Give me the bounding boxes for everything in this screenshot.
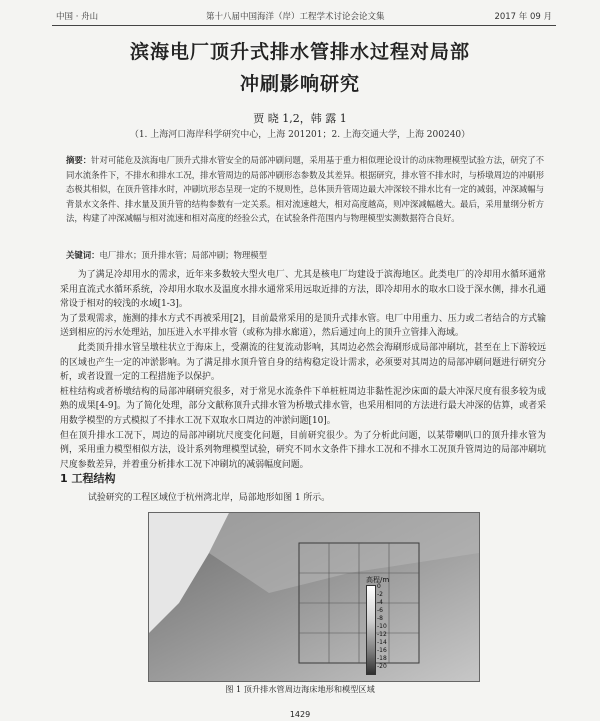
- legend-tick: -12: [377, 631, 387, 638]
- paragraph: 但在顶升排水工况下，周边的局部冲刷坑尺度变化问题，目前研究很少。为了分析此问题，以某带喇叭口的顶升排水管为例，采用重力模型相似方法，设计系列物理模型试验，研究不同水文条件下排水工况和不排水工况顶升管周边的局部冲刷坑尺度参数差异，并着重分析排水工况下冲刷坑的减弱幅度问题。: [60, 430, 546, 470]
- legend-tick: -16: [377, 647, 387, 654]
- abstract-text: 针对可能危及滨海电厂顶升式排水管安全的局部冲刷问题，采用基于重力相似理论设计的动床物理模型试验方法，研究了不同水流条件下，不排水和排水工况，排水管周边的局部冲刷形态参数及其差异。根据研究，排水管不排水时，与桥墩周边的冲刷形态极其相似，在顶升管排水时，冲刷坑形态呈现一定的不规则性，总体顶升管周边最大冲深较不排水比有一定的减弱，冲深减幅与背景水文条件、排水量及顶升管的结构参数有一定关系。相对流速越大，相对高度越高，则冲深减幅越大。最后，采用量纲分析方法，构建了冲深减幅与相对流速和相对高度的经验公式，在试验条件范围内与物理模型实测数据符合良好。: [66, 155, 545, 223]
- header-date: 2017 年 09 月: [494, 12, 552, 22]
- legend-tick: -2: [377, 591, 383, 598]
- keywords-text: 电厂排水；顶升排水管；局部冲刷；物理模型: [99, 250, 267, 260]
- terrain-map: [149, 513, 479, 681]
- elevation-legend: [366, 575, 410, 675]
- abstract-label: 摘要：: [66, 155, 92, 165]
- paragraph: 为了满足冷却用水的需求，近年来多数较大型火电厂、尤其是核电厂均建设于滨海地区。此类电厂的冷却用水循环通常采用直流式水循环系统，冷却用水取水及温度水排水通常采用远取近排的方法，即冷却用水的取水口设于深水侧，排水孔通常设于相对的较浅的水域[1-3]。: [60, 270, 546, 310]
- paragraph: 此类顶升排水管呈墩柱状立于海床上，受潮流的往复流动影响，其周边必然会海刷形成局部冲刷坑，甚至在上下游较远的区域也产生一定的冲淤影响。为了满足排水顶升管自身的结构稳定设计需求，必须要对其周边的局部冲刷问题进行研究分析，或者设置一定的工程措施予以保护。: [60, 342, 546, 383]
- paragraph: 桩柱结构或者桥墩结构的局部冲刷研究很多，对于常见水流条件下单桩桩周边非黏性泥沙床面的最大冲深尺度有很多较为成熟的成果[4-9]。为了简化处理，部分文献称顶升式排水管为桥墩式排水管，也采用相同的方法进行最大冲深的估算，或者采用数学模型的方式模拟了不排水工况下双取水口周边的冲淤问题[10]。: [60, 386, 546, 426]
- legend-tick: -6: [377, 607, 383, 614]
- legend-tick: 0: [377, 583, 381, 590]
- body-text: [60, 268, 546, 472]
- keywords-label: 关键词：: [66, 250, 100, 260]
- legend-tick: -4: [377, 599, 383, 606]
- keywords: [66, 249, 544, 261]
- running-header: [56, 10, 552, 24]
- paper-title: [0, 36, 600, 100]
- legend-color-bar: [366, 585, 376, 675]
- section-text: 试验研究的工程区域位于杭州湾北岸，局部地形如图 1 所示。: [88, 493, 331, 503]
- legend-tick: -14: [377, 639, 387, 646]
- terrain-figure: [148, 512, 480, 682]
- legend-tick: -18: [377, 655, 387, 662]
- page-number: 1429: [289, 710, 311, 719]
- abstract: [66, 153, 544, 226]
- affiliations: （1. 上海河口海岸科学研究中心，上海 201201；2. 上海交通大学，上海 200240）: [129, 130, 471, 140]
- figure-caption: 图 1 顶升排水管周边海床地形和模型区域: [225, 684, 375, 694]
- legend-tick: -20: [377, 663, 387, 670]
- header-location: 中国 · 舟山: [56, 12, 99, 22]
- legend-tick: -10: [377, 623, 387, 630]
- section-heading: 1 工程结构: [60, 472, 116, 485]
- legend-title: 高程/m: [366, 576, 390, 584]
- paragraph: 为了景观需求，施测的排水方式不再被采用[2]，目前最常采用的是顶升式排水管。电厂中用重力、压力或二者结合的方式输送到相应的污水处理站，加压进入水平排水管（或称为排水廊道），然后通过向上的顶升立管排入海域。: [60, 313, 546, 339]
- title-line-2: 冲刷影响研究: [239, 73, 360, 95]
- legend-tick: -8: [377, 615, 383, 622]
- header-proceedings: 第十八届中国海洋（岸）工程学术讨论会论文集: [206, 12, 385, 22]
- title-line-1: 滨海电厂顶升式排水管排水过程对局部: [129, 41, 470, 63]
- author-list: 贾 晓 1,2，韩 露 1: [253, 112, 347, 125]
- header-rule: [52, 25, 556, 26]
